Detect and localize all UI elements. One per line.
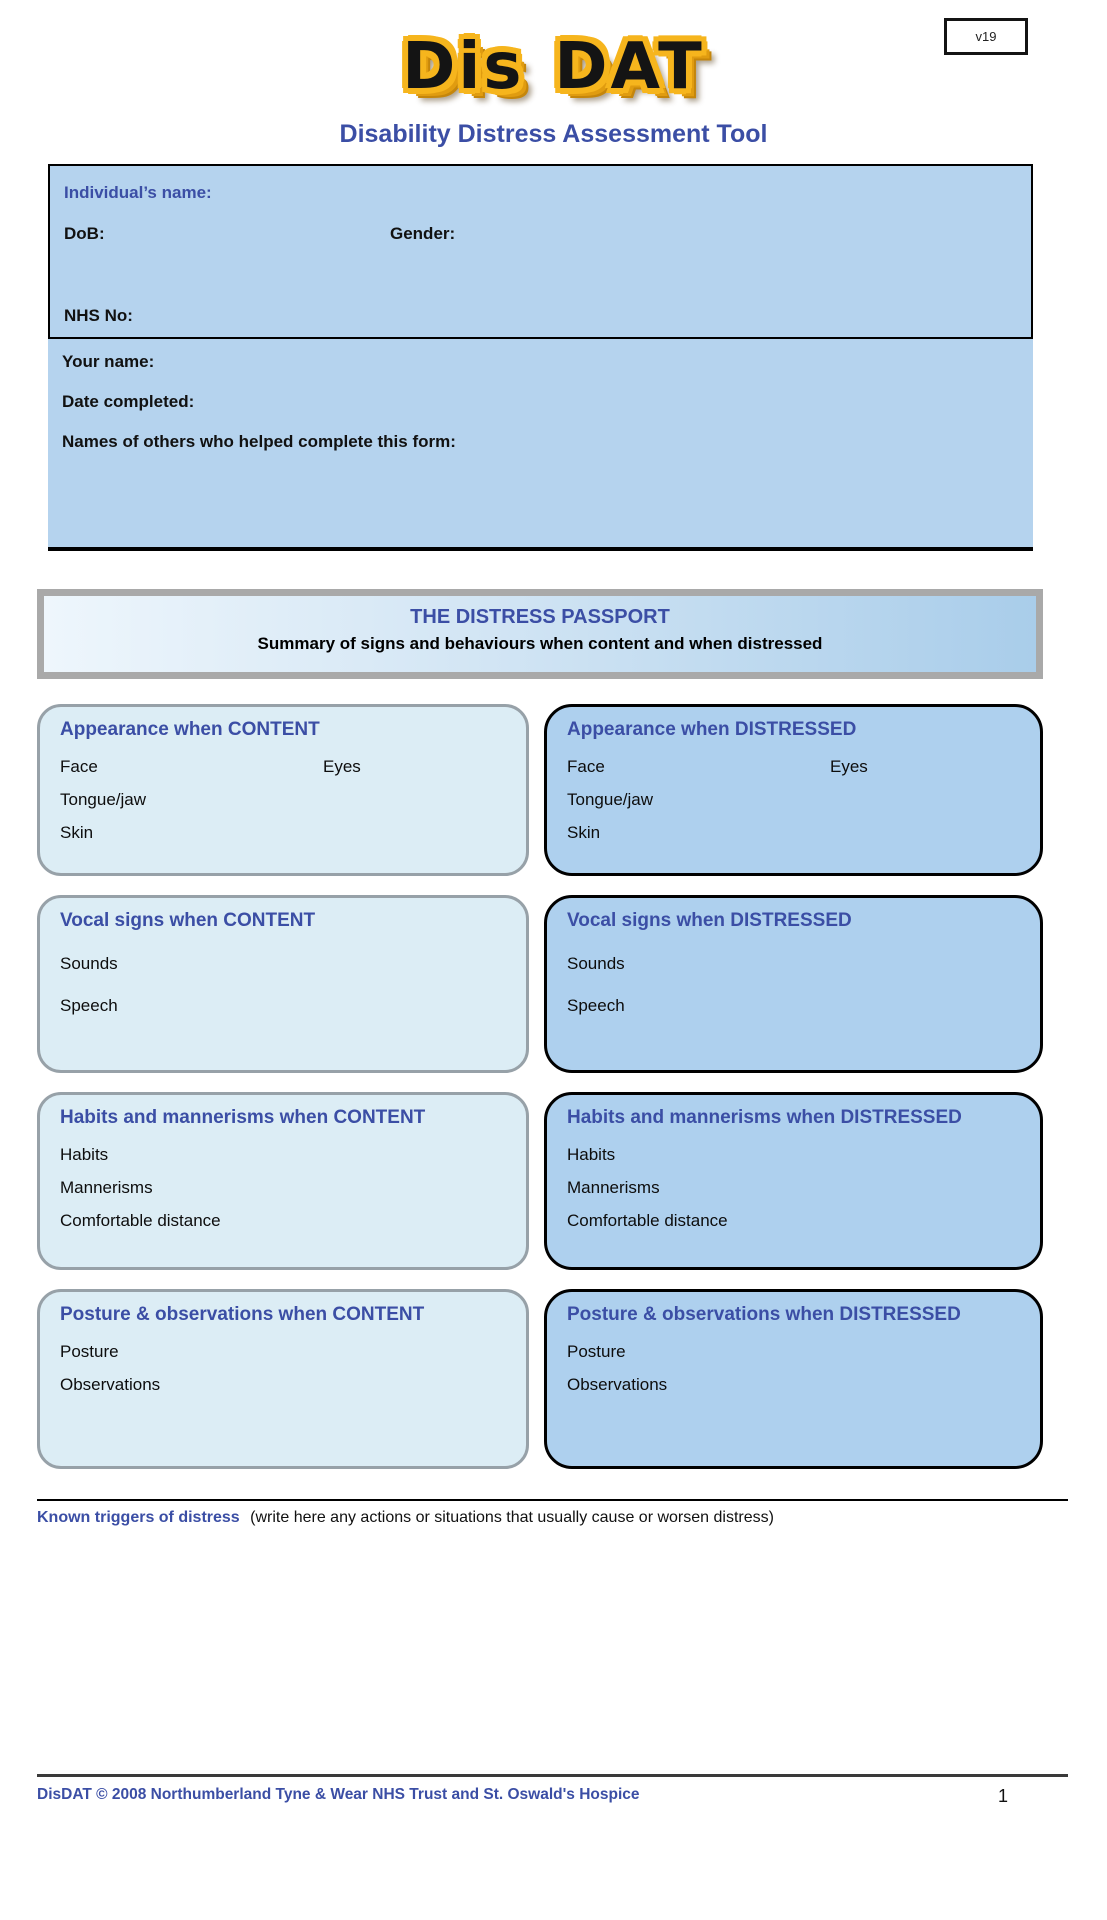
panel-heading: Habits and mannerisms when CONTENT: [60, 1107, 426, 1128]
field-label-sounds: Sounds: [567, 954, 625, 973]
field-label-speech: Speech: [567, 996, 625, 1015]
field-label-skin: Skin: [60, 823, 94, 842]
logo-word-dat: DAT: [554, 30, 705, 104]
panel-heading: Posture & observations when DISTRESSED: [567, 1304, 961, 1325]
panel-posture-content: [37, 1289, 529, 1469]
date-completed-label: Date completed:: [62, 392, 195, 411]
field-label-speech: Speech: [60, 996, 118, 1015]
panel-heading: Appearance when DISTRESSED: [567, 719, 857, 740]
field-label-comfortable-distance: Comfortable distance: [567, 1211, 728, 1230]
panel-vocal-distressed: [544, 895, 1043, 1073]
patient-box-spacer: [64, 244, 1017, 306]
logo-row: [0, 0, 1107, 104]
dob-gender-row: [64, 224, 1017, 244]
your-name-label: Your name:: [62, 352, 155, 371]
field-label-observations: Observations: [60, 1375, 161, 1394]
field-label-habits: Habits: [60, 1145, 109, 1164]
nhs-no-label: NHS No:: [64, 306, 133, 325]
passport-title: THE DISTRESS PASSPORT: [410, 606, 670, 628]
page-number: 1: [997, 1786, 1008, 1806]
disdat-logo: [402, 24, 705, 127]
distress-passport-header: [37, 589, 1043, 679]
panel-heading: Vocal signs when CONTENT: [60, 910, 316, 931]
dob-label: DoB:: [64, 224, 105, 243]
panel-posture-distressed: [544, 1289, 1043, 1469]
field-row: [567, 757, 1020, 777]
completer-details-box: [48, 339, 1033, 551]
page-title: Disability Distress Assessment Tool: [339, 120, 768, 148]
field-label-skin: Skin: [567, 823, 601, 842]
field-label-mannerisms: Mannerisms: [567, 1178, 660, 1197]
field-label-posture: Posture: [567, 1342, 626, 1361]
field-row: [60, 757, 506, 777]
known-triggers-hint: (write here any actions or situations that usually cause or worsen distress): [250, 1509, 774, 1526]
gender-label: Gender:: [390, 224, 456, 243]
panel-vocal-content: [37, 895, 529, 1073]
panel-heading: Vocal signs when DISTRESSED: [567, 910, 852, 931]
panel-habits-distressed: [544, 1092, 1043, 1270]
version-badge: v19: [944, 18, 1028, 55]
patient-details-box: [48, 164, 1033, 339]
field-label-observations: Observations: [567, 1375, 668, 1394]
known-triggers-label: Known triggers of distress: [37, 1509, 240, 1526]
panel-heading: Appearance when CONTENT: [60, 719, 320, 740]
field-label-tongue-jaw: Tongue/jaw: [60, 790, 147, 809]
field-label-eyes: Eyes: [830, 757, 868, 776]
field-label-sounds: Sounds: [60, 954, 118, 973]
field-label-face: Face: [567, 757, 605, 776]
field-label-posture: Posture: [60, 1342, 119, 1361]
field-label-face: Face: [60, 757, 98, 776]
field-label-tongue-jaw: Tongue/jaw: [567, 790, 654, 809]
known-triggers-section: [37, 1499, 1068, 1527]
panel-heading: Posture & observations when CONTENT: [60, 1304, 425, 1325]
panel-appearance-content: [37, 704, 529, 876]
distress-passport-inner: [44, 596, 1036, 672]
page-footer: [37, 1774, 1068, 1807]
field-label-mannerisms: Mannerisms: [60, 1178, 153, 1197]
field-label-comfortable-distance: Comfortable distance: [60, 1211, 221, 1230]
panel-appearance-distressed: [544, 704, 1043, 876]
field-label-habits: Habits: [567, 1145, 616, 1164]
passport-subtitle: Summary of signs and behaviours when content and when distressed: [257, 634, 823, 653]
panel-habits-content: [37, 1092, 529, 1270]
footer-copyright: DisDAT © 2008 Northumberland Tyne & Wear NHS Trust and St. Oswald's Hospice: [37, 1786, 640, 1803]
signs-grid: [37, 704, 1043, 1469]
panel-heading: Habits and mannerisms when DISTRESSED: [567, 1107, 962, 1128]
individuals-name-label: Individual’s name:: [64, 183, 212, 202]
logo-word-dis: Dis: [402, 30, 525, 104]
helpers-label: Names of others who helped complete this form:: [62, 432, 456, 451]
field-label-eyes: Eyes: [323, 757, 361, 776]
